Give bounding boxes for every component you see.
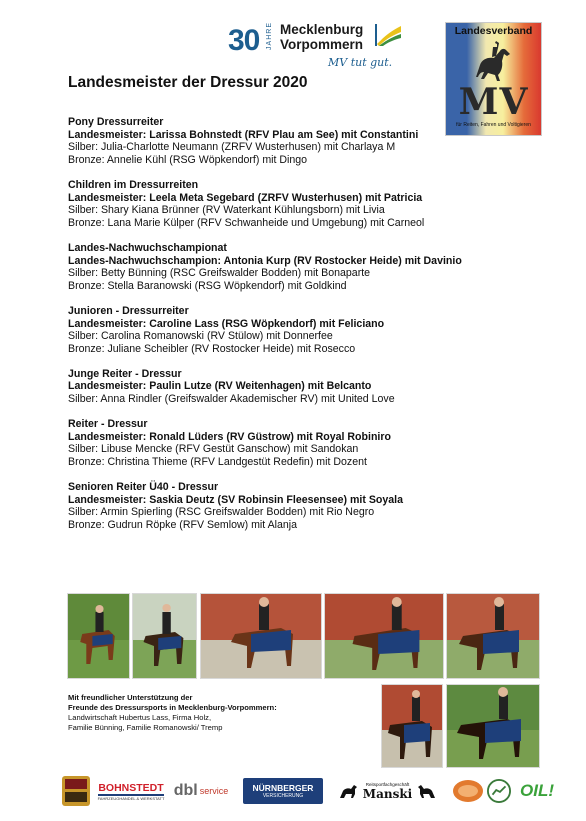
photo-rider-6: [381, 684, 443, 768]
champion-line: Landesmeister: Paulin Lutze (RV Weitenhagen) mit Belcanto: [68, 380, 372, 393]
sponsor-nurnberger-sub: VERSICHERUNG: [262, 793, 304, 799]
horse-rider-icon: [470, 39, 518, 83]
results-section-nachwuchs: [68, 242, 528, 292]
sponsor-bohnstedt-sub: FAHRZEUGHANDEL & WERKSTATT: [97, 795, 165, 801]
page-title: Landesmeister der Dressur 2020: [68, 74, 308, 91]
sponsor-oil: [514, 774, 560, 808]
sponsor-bohnstedt-name: BOHNSTEDT: [98, 781, 164, 794]
results-list: [68, 116, 528, 544]
sponsor-manski-top: Reitsportfachgeschäft: [365, 781, 410, 787]
section-heading: Junioren - Dressurreiter: [68, 304, 189, 317]
sponsor-badge-icon: [452, 779, 484, 803]
champion-line: Landesmeister: Caroline Lass (RSG Wöpkendorf) mit Feliciano: [68, 317, 385, 330]
section-heading: Junge Reiter - Dressur: [68, 367, 182, 380]
mv-flag-icon: [375, 24, 403, 46]
mv-logo-line2: Vorpommern: [280, 37, 364, 52]
mv-logo-slogan: MV tut gut.: [328, 56, 393, 69]
landesverband-logo-subtitle: für Reiten, Fahren und Voltigieren: [456, 122, 531, 128]
mv-logo-name: [280, 22, 363, 52]
results-section-junioren: [68, 305, 528, 355]
photo-rider-3: [200, 593, 322, 679]
sponsor-nurnberger: [243, 778, 323, 804]
landesverband-logo-mv: MV: [458, 81, 529, 123]
mecklenburg-vorpommern-logo: [228, 20, 408, 72]
bronze-line: Bronze: Annelie Kühl (RSG Wöpkendorf) mit Dingo: [68, 153, 308, 166]
photo-rider-2: [132, 593, 197, 679]
results-section-children: [68, 179, 528, 229]
sponsor-logo-1: [60, 774, 92, 808]
sponsor-dbl-service: service: [199, 786, 229, 796]
photo-rider-1: [67, 593, 130, 679]
silver-line: Silber: Anna Rindler (Greifswalder Akademischer RV) mit United Love: [68, 393, 395, 406]
section-heading: Children im Dressurreiten: [68, 178, 199, 191]
mv-logo-line1: Mecklenburg: [280, 22, 364, 37]
horse-icon: [338, 782, 360, 800]
thanks-line1: Mit freundlicher Unterstützung der: [68, 693, 193, 702]
photo-rider-5: [446, 593, 540, 679]
sponsors-thanks: [68, 693, 358, 733]
results-section-junge-reiter: [68, 368, 528, 406]
sponsor-orange-badge: [452, 774, 484, 808]
champion-line: Landesmeister: Leela Meta Segebard (ZRFV Wusterhusen) mit Patricia: [68, 191, 423, 204]
thanks-line2: Freunde des Dressursports in Mecklenburg-Vorpommern:: [68, 703, 277, 712]
sponsor-green-badge: [486, 774, 512, 808]
photo-rider-7: [446, 684, 540, 768]
results-section-senioren: [68, 481, 528, 531]
sponsor-oil-name: OIL!: [520, 781, 554, 800]
sponsor-dbl-name: dbl: [173, 782, 198, 799]
champion-line: Landesmeister: Ronald Lüders (RV Güstrow) mit Royal Robiniro: [68, 430, 391, 443]
bronze-line: Bronze: Stella Baranowski (RSG Wöpkendorf) mit Goldkind: [68, 279, 347, 292]
thanks-line4: Familie Bünning, Familie Romanowski/ Tremp: [68, 723, 223, 732]
horse-icon: [415, 782, 437, 800]
champion-line: Landesmeister: Saskia Deutz (SV Robinsin Fleesensee) mit Soyala: [68, 493, 403, 506]
sponsor-bohnstedt: [96, 774, 166, 808]
silver-line: Silber: Libuse Mencke (RFV Gestüt Ganschow) mit Sandokan: [68, 443, 359, 456]
bronze-line: Bronze: Christina Thieme (RFV Landgestüt Redefin) mit Dozent: [68, 456, 367, 469]
results-section-reiter: [68, 418, 528, 468]
silver-line: Silber: Betty Bünning (RSC Greifswalder Bodden) mit Bonaparte: [68, 267, 371, 280]
silver-line: Silber: Carolina Romanowski (RV Stülow) mit Donnerfee: [68, 330, 333, 343]
landesverband-logo-title: Landesverband: [454, 25, 533, 37]
photo-rider-4: [324, 593, 444, 679]
silver-line: Silber: Armin Spierling (RSC Greifswalder Bodden) mit Rio Negro: [68, 506, 375, 519]
sponsor-nurnberger-name: NÜRNBERGER: [252, 783, 314, 793]
section-heading: Reiter - Dressur: [68, 418, 148, 431]
bronze-line: Bronze: Gudrun Röpke (RFV Semlow) mit Alanja: [68, 519, 298, 531]
results-section-pony: [68, 116, 528, 166]
sponsor-circle-icon: [487, 779, 511, 803]
section-heading: Senioren Reiter Ü40 - Dressur: [68, 481, 219, 494]
thanks-line3: Landwirtschaft Hubertus Lass, Firma Holz,: [68, 713, 212, 722]
silver-line: Silber: Shary Kiana Brünner (RV Waterkant Kühlungsborn) mit Livia: [68, 204, 385, 217]
champion-line: Landesmeister: Larissa Bohnstedt (RFV Plau am See) mit Constantini: [68, 128, 419, 141]
bronze-line: Bronze: Juliane Scheibler (RV Rostocker Heide) mit Rosecco: [68, 342, 356, 355]
sponsor-manski: [330, 774, 445, 808]
sponsor-manski-name: Manski: [362, 786, 413, 801]
sponsor-crest-icon: [60, 774, 92, 808]
mv-logo-number: 30: [228, 24, 260, 57]
section-heading: Landes-Nachwuchschampionat: [68, 241, 227, 254]
champion-line: Landes-Nachwuchschampion: Antonia Kurp (RV Rostocker Heide) mit Davinio: [68, 254, 462, 267]
sponsor-dbl: [170, 774, 232, 808]
silver-line: Silber: Julia-Charlotte Neumann (ZRFV Wusterhusen) mit Charlaya M: [68, 141, 396, 154]
mv-logo-jahre: JAHRE: [266, 22, 273, 50]
section-heading: Pony Dressurreiter: [68, 116, 164, 128]
bronze-line: Bronze: Lana Marie Külper (RFV Schwanheide und Umgebung) mit Carneol: [68, 216, 425, 229]
sponsor-manski-text: [363, 782, 412, 801]
